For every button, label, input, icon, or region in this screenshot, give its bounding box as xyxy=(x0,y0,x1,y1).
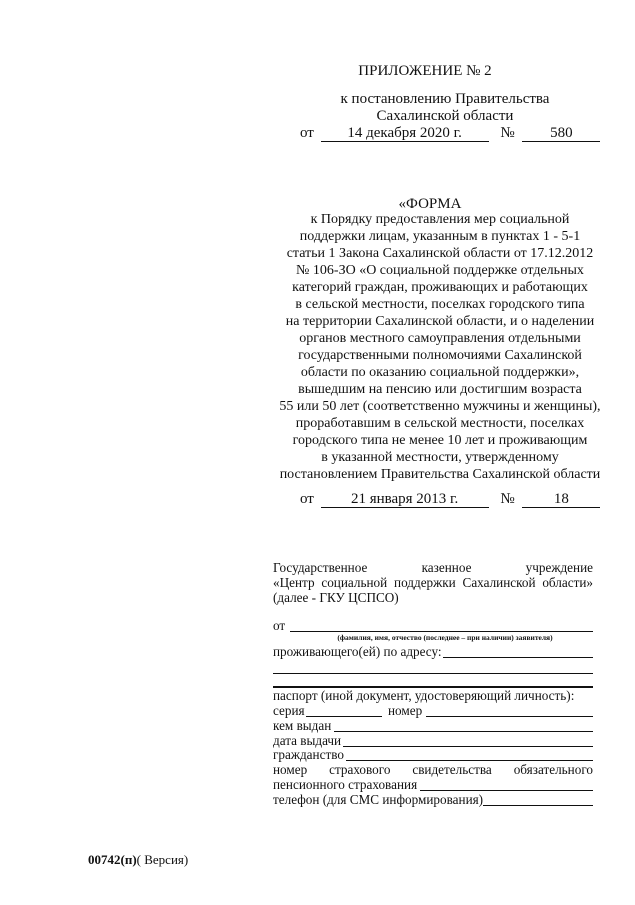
form-body-line: статьи 1 Закона Сахалинской области от 17.12.2012 xyxy=(286,246,594,261)
form-body-line: вышедшим на пенсию или достигшим возраста xyxy=(298,382,582,397)
appendix-from-label: от xyxy=(300,125,314,141)
from-label: от xyxy=(273,618,286,633)
address-field-1[interactable] xyxy=(443,657,593,658)
form-body-line: проработавшим в сельской местности, поселках xyxy=(295,416,585,431)
form-body-line: 55 или 50 лет (соответственно мужчины и женщины), xyxy=(279,399,601,414)
appendix-title: ПРИЛОЖЕНИЕ № 2 xyxy=(358,63,492,79)
snils-field[interactable] xyxy=(420,790,593,791)
applicant-name-field[interactable] xyxy=(290,631,593,632)
passport-number-field[interactable] xyxy=(426,716,593,717)
form-body-line: к Порядку предоставления мер социальной xyxy=(310,212,570,227)
footer-code: 00742(п) xyxy=(88,852,137,867)
form-body xyxy=(255,211,625,483)
series-field[interactable] xyxy=(306,716,382,717)
address-field-2[interactable] xyxy=(273,673,593,674)
applicant-name-hint: (фамилия, имя, отчество (последнее – при наличии) заявителя) xyxy=(337,633,553,642)
snils-label-2: пенсионного страхования xyxy=(273,777,418,792)
appendix-num-label: № xyxy=(500,125,515,141)
form-body-line: постановлением Правительства Сахалинской области xyxy=(279,467,601,482)
issue-date-field[interactable] xyxy=(343,746,593,747)
passport-label: паспорт (иной документ, удостоверяющий личность): xyxy=(273,688,575,703)
number-label: номер xyxy=(388,703,423,718)
form-body-line: № 106-ЗО «О социальной поддержке отдельных xyxy=(296,263,584,278)
form-body-line: категорий граждан, проживающих и работающих xyxy=(292,280,588,295)
footer-version: ( Версия) xyxy=(136,852,189,867)
appendix-date: 14 декабря 2020 г. xyxy=(321,125,489,142)
appendix-number: 580 xyxy=(522,125,600,142)
recipient-line-2: «Центр социальной поддержки Сахалинской области» xyxy=(273,575,593,590)
form-body-line: городского типа не менее 10 лет и проживающим xyxy=(292,433,588,448)
appendix-line-1: к постановлению Правительства xyxy=(340,91,550,107)
form-body-line: на территории Сахалинской области, и о наделении xyxy=(285,314,595,329)
form-date-row xyxy=(300,490,600,508)
form-date: 21 января 2013 г. xyxy=(321,491,489,508)
form-heading: «ФОРМА xyxy=(398,196,462,212)
issue-date-label: дата выдачи xyxy=(273,733,342,748)
footer xyxy=(88,852,188,868)
citizenship-label: гражданство xyxy=(273,747,344,762)
form-body-line: в указанной местности, утвержденному xyxy=(321,450,559,465)
issued-by-label: кем выдан xyxy=(273,718,332,733)
form-body-line: поддержки лицам, указанным в пунктах 1 - 5-1 xyxy=(299,229,581,244)
form-num-label: № xyxy=(500,491,515,507)
appendix-line-2: Сахалинской области xyxy=(376,108,514,124)
form-from-label: от xyxy=(300,491,314,507)
form-body-line: в сельской местности, поселках городского типа xyxy=(295,297,585,312)
phone-field[interactable] xyxy=(483,805,593,806)
phone-label: телефон (для СМС информирования) xyxy=(273,792,484,807)
address-label: проживающего(ей) по адресу: xyxy=(273,644,442,659)
appendix-date-row xyxy=(300,124,600,142)
series-label: серия xyxy=(273,703,305,718)
snils-label-1: номер страхового свидетельства обязательного xyxy=(273,762,593,777)
citizenship-field[interactable] xyxy=(346,760,593,761)
recipient-line-3: (далее - ГКУ ЦСПСО) xyxy=(273,590,399,605)
recipient-line-1: Государственное казенное учреждение xyxy=(273,560,593,575)
form-body-line: области по оказанию социальной поддержки», xyxy=(300,365,580,380)
issued-by-field[interactable] xyxy=(334,731,593,732)
form-body-line: органов местного самоуправления отдельными xyxy=(299,331,581,346)
form-number: 18 xyxy=(522,491,600,508)
form-body-line: государственными полномочиями Сахалинской xyxy=(298,348,582,363)
